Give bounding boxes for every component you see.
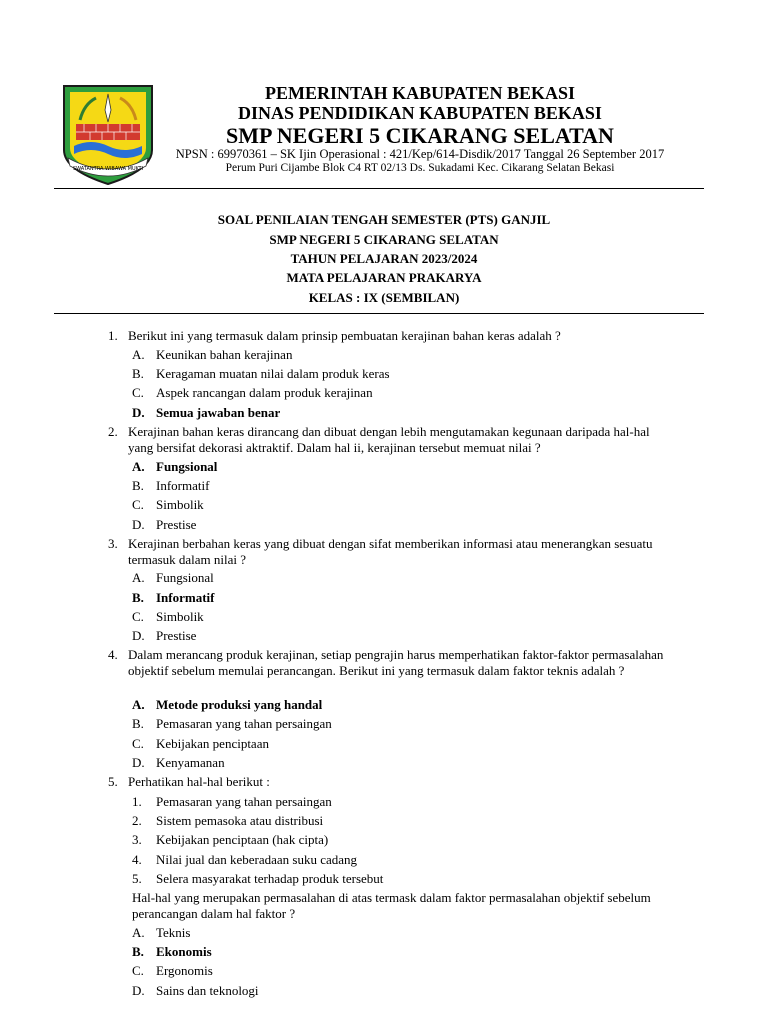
option-d: D. Prestise [132, 517, 197, 532]
list-item: 3. Kebijakan penciptaan (hak cipta) [132, 832, 329, 847]
option-b-answer: B. Ekonomis [132, 944, 212, 959]
question-4 [108, 647, 668, 679]
option-b: B. Keragaman muatan nilai dalam produk keras [132, 366, 390, 381]
option-c: C. Aspek rancangan dalam produk kerajinan [132, 385, 373, 400]
list-item: 1. Pemasaran yang tahan persaingan [132, 794, 332, 809]
header-npsn: NPSN : 69970361 – SK Ijin Operasional : 421/Kep/614-Disdik/2017 Tanggal 26 September 2017 [175, 147, 665, 161]
option-b: B. Pemasaran yang tahan persaingan [132, 716, 332, 731]
question-2 [108, 424, 668, 456]
header-school-name: SMP NEGERI 5 CIKARANG SELATAN [226, 123, 614, 148]
option-d-answer: D. Semua jawaban benar [132, 405, 281, 420]
regency-logo [58, 80, 158, 188]
exam-school: SMP NEGERI 5 CIKARANG SELATAN [269, 232, 499, 247]
option-a-answer: A. Fungsional [132, 459, 218, 474]
question-number: 1. [108, 328, 118, 343]
option-c: C. Simbolik [132, 497, 204, 512]
exam-year: TAHUN PELAJARAN 2023/2024 [290, 251, 478, 266]
header-department: DINAS PENDIDIKAN KABUPATEN BEKASI [238, 103, 602, 123]
list-item: 4. Nilai jual dan keberadaan suku cadang [132, 852, 358, 867]
question-number: 5. [108, 774, 118, 789]
question-5-prompt: Hal-hal yang merupakan permasalahan di atas termask dalam faktor permasalahan objektif sebelum perancangan dalam hal faktor ? [132, 890, 651, 921]
question-number: 4. [108, 647, 118, 662]
option-b-answer: B. Informatif [132, 590, 215, 605]
question-text: Perhatikan hal-hal berikut : [128, 774, 270, 789]
question-3 [108, 536, 668, 568]
option-a: A. Fungsional [132, 570, 214, 585]
option-c: C. Ergonomis [132, 963, 213, 978]
exam-subject: MATA PELAJARAN PRAKARYA [286, 270, 482, 285]
question-number: 3. [108, 536, 118, 551]
exam-divider [54, 313, 704, 314]
question-text: Kerajinan bahan keras dirancang dan dibuat dengan lebih mengutamakan kegunaan daripada hal-hal yang bersifat dekorasi aktraktif. Dalam hal ii, kerajinan tersebut memuat nilai ? [128, 424, 650, 455]
option-a: A. Keunikan bahan kerajinan [132, 347, 293, 362]
question-text: Dalam merancang produk kerajinan, setiap pengrajin harus memperhatikan faktor-faktor permasalahan objektif sebelum memulai perancangan. Berikut ini yang termasuk dalam faktor teknis adalah ? [128, 647, 664, 678]
option-d: D. Kenyamanan [132, 755, 225, 770]
option-a: A. Teknis [132, 925, 191, 940]
logo-motto: SWATANTRA WIBAWA MUKTI [72, 166, 144, 172]
option-d: D. Sains dan teknologi [132, 983, 259, 998]
question-number: 2. [108, 424, 118, 439]
question-1 [108, 328, 668, 344]
header-divider [54, 188, 704, 189]
header-government: PEMERINTAH KABUPATEN BEKASI [264, 83, 576, 103]
option-d: D. Prestise [132, 628, 197, 643]
exam-class: KELAS : IX (SEMBILAN) [308, 290, 460, 305]
list-item: 2. Sistem pemasoka atau distribusi [132, 813, 324, 828]
exam-title: SOAL PENILAIAN TENGAH SEMESTER (PTS) GANJIL [217, 212, 551, 227]
option-c: C. Kebijakan penciptaan [132, 736, 269, 751]
option-b: B. Informatif [132, 478, 210, 493]
header-address: Perum Puri Cijambe Blok C4 RT 02/13 Ds. Sukadami Kec. Cikarang Selatan Bekasi [225, 162, 615, 174]
question-text: Berikut ini yang termasuk dalam prinsip pembuatan kerajinan bahan keras adalah ? [128, 328, 561, 343]
list-item: 5. Selera masyarakat terhadap produk tersebut [132, 871, 384, 886]
option-c: C. Simbolik [132, 609, 204, 624]
option-a-answer: A. Metode produksi yang handal [132, 697, 323, 712]
question-5 [108, 774, 668, 790]
question-text: Kerajinan berbahan keras yang dibuat dengan sifat memberikan informasi atau menerangkan sesuatu termasuk dalam nilai ? [128, 536, 653, 567]
